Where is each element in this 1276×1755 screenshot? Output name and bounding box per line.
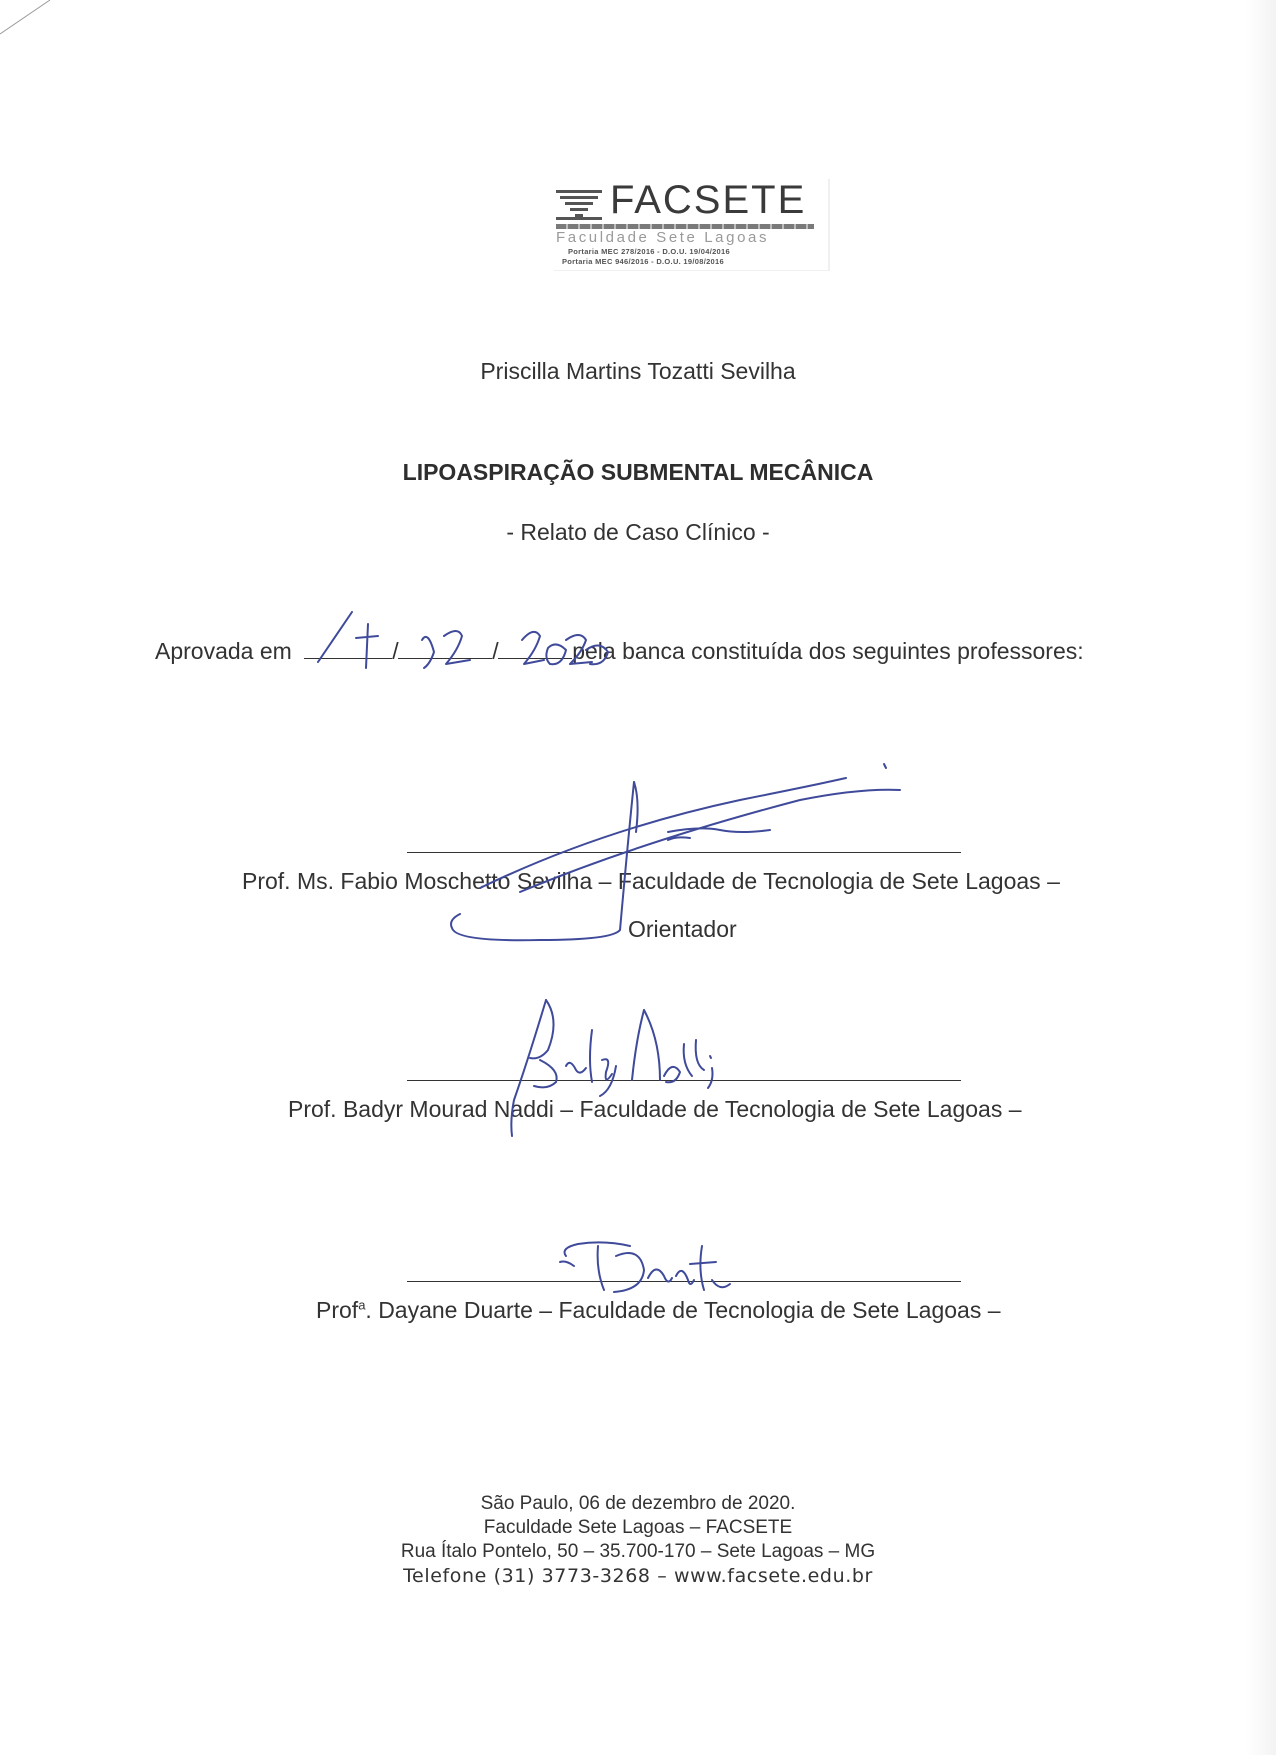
- logo-portaria-1: Portaria MEC 278/2016 - D.O.U. 19/04/2016: [568, 247, 730, 256]
- author-name: Priscilla Martins Tozatti Sevilha: [480, 358, 796, 384]
- logo-wordmark: FACSETE: [610, 178, 807, 222]
- examiner-1-role: Orientador: [628, 916, 737, 942]
- examiner-1-line1: Prof. Ms. Fabio Moschetto Sevilha – Faculdade de Tecnologia de Sete Lagoas –: [242, 868, 1060, 894]
- examiner-3-line1: [316, 1297, 1001, 1324]
- signature-dayane: [560, 1242, 730, 1292]
- examiner-3-prefix: Prof: [316, 1297, 359, 1323]
- facsete-emblem-icon: [556, 190, 602, 220]
- logo-portaria-2: Portaria MEC 946/2016 - D.O.U. 19/08/2016: [562, 257, 724, 266]
- footer-contact: Telefone (31) 3773-3268 – www.facsete.edu.br: [403, 1565, 873, 1587]
- signature-line-2: [407, 1080, 961, 1081]
- approval-suffix: pela banca constituída dos seguintes professores:: [572, 638, 1084, 664]
- approval-statement: [155, 638, 1084, 665]
- approval-prefix: Aprovada em: [155, 638, 292, 664]
- footer-city-date: São Paulo, 06 de dezembro de 2020.: [480, 1493, 796, 1514]
- signature-line-1: [407, 852, 961, 853]
- document-title: LIPOASPIRAÇÃO SUBMENTAL MECÂNICA: [402, 459, 874, 485]
- date-day-blank: [304, 638, 392, 659]
- examiner-3-rest: . Dayane Duarte – Faculdade de Tecnologia de Sete Lagoas –: [365, 1297, 1001, 1323]
- footer-address: Rua Ítalo Pontelo, 50 – 35.700-170 – Sete Lagoas – MG: [400, 1541, 876, 1562]
- document-subtitle: - Relato de Caso Clínico -: [506, 519, 770, 545]
- logo-subtitle: Faculdade Sete Lagoas: [556, 229, 770, 246]
- date-separator: /: [492, 638, 499, 664]
- examiner-2-line1: Prof. Badyr Mourad Naddi – Faculdade de Tecnologia de Sete Lagoas –: [288, 1096, 1022, 1122]
- facsete-logo: [552, 178, 828, 270]
- date-month-blank: [398, 638, 492, 659]
- examiner-3-sup: a: [358, 1297, 366, 1313]
- footer-institution: Faculdade Sete Lagoas – FACSETE: [483, 1517, 793, 1538]
- date-separator: /: [392, 638, 399, 664]
- signature-line-3: [407, 1281, 961, 1282]
- scan-corner-line: [0, 0, 60, 40]
- date-year-blank: [498, 638, 572, 659]
